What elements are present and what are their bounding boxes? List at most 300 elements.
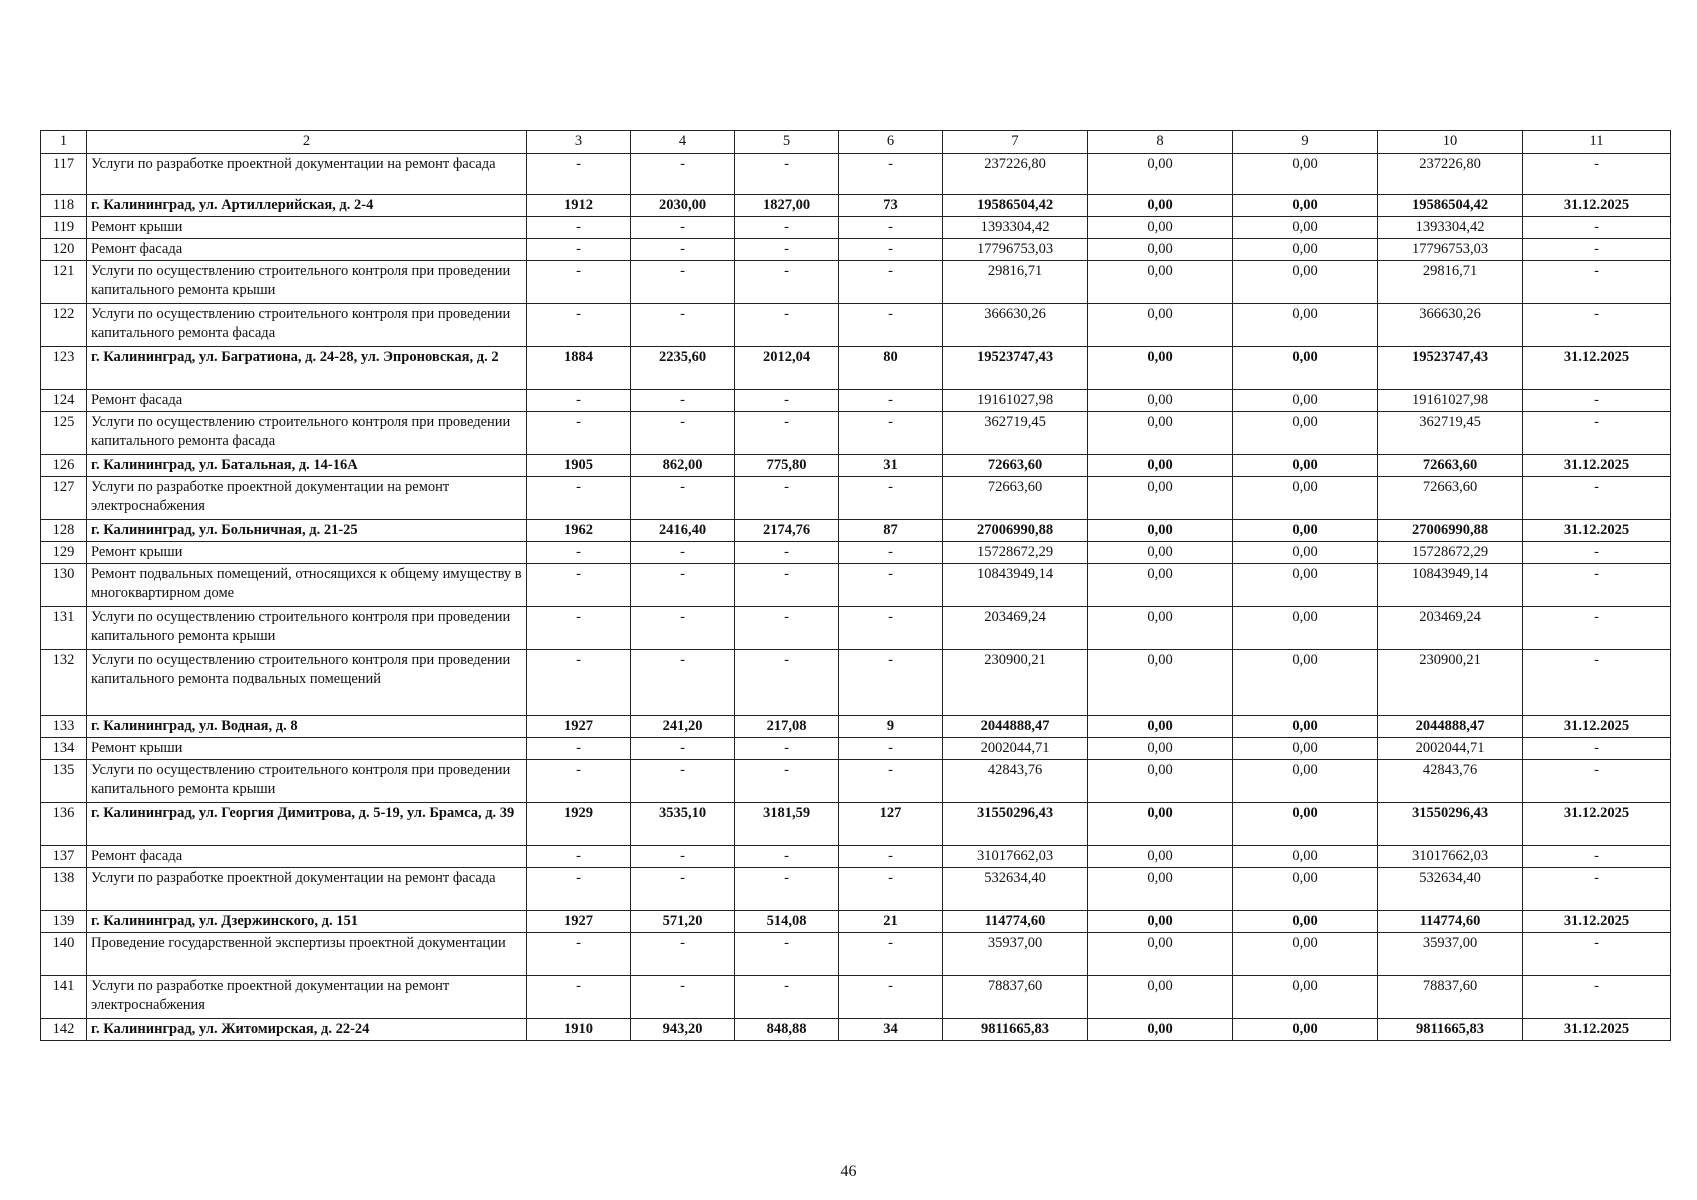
row-number-cell: 129 [41,542,87,564]
value-cell: 0,00 [1233,477,1378,520]
value-cell: - [735,477,839,520]
row-number-cell: 134 [41,738,87,760]
value-cell: 0,00 [1233,868,1378,911]
value-cell: - [527,976,631,1019]
value-cell: 0,00 [1088,803,1233,846]
value-cell: 0,00 [1088,564,1233,607]
value-cell: 15728672,29 [1378,542,1523,564]
value-cell: 19161027,98 [1378,390,1523,412]
value-cell: 3535,10 [631,803,735,846]
value-cell: - [735,412,839,455]
header-cell: 2 [87,131,527,154]
value-cell: 72663,60 [943,455,1088,477]
value-cell: - [1523,154,1671,195]
value-cell: - [839,239,943,261]
work-item-row [41,239,1671,261]
value-cell: 0,00 [1088,455,1233,477]
description-cell: г. Калининград, ул. Багратиона, д. 24-28, ул. Эпроновская, д. 2 [87,347,527,390]
value-cell: - [631,933,735,976]
value-cell: 0,00 [1088,911,1233,933]
value-cell: 848,88 [735,1019,839,1041]
value-cell: 1927 [527,911,631,933]
value-cell: - [839,217,943,239]
value-cell: - [839,154,943,195]
value-cell: 19523747,43 [1378,347,1523,390]
value-cell: 0,00 [1233,976,1378,1019]
address-row [41,520,1671,542]
address-row [41,803,1671,846]
value-cell: - [839,738,943,760]
row-number-cell: 121 [41,261,87,304]
row-number-cell: 124 [41,390,87,412]
header-cell: 10 [1378,131,1523,154]
value-cell: - [735,868,839,911]
value-cell: 532634,40 [1378,868,1523,911]
value-cell: 0,00 [1088,846,1233,868]
capital-repair-table [40,130,1671,1041]
work-item-row [41,261,1671,304]
value-cell: 0,00 [1088,542,1233,564]
value-cell: 230900,21 [943,650,1088,716]
value-cell: - [527,846,631,868]
row-number-cell: 118 [41,195,87,217]
description-cell: г. Калининград, ул. Дзержинского, д. 151 [87,911,527,933]
value-cell: 73 [839,195,943,217]
row-number-cell: 120 [41,239,87,261]
row-number-cell: 141 [41,976,87,1019]
value-cell: 1884 [527,347,631,390]
value-cell: 31.12.2025 [1523,716,1671,738]
value-cell: - [735,564,839,607]
description-cell: Проведение государственной экспертизы проектной документации [87,933,527,976]
description-cell: г. Калининград, ул. Больничная, д. 21-25 [87,520,527,542]
value-cell: 31.12.2025 [1523,455,1671,477]
value-cell: 0,00 [1088,239,1233,261]
value-cell: - [527,650,631,716]
description-cell: г. Калининград, ул. Житомирская, д. 22-24 [87,1019,527,1041]
value-cell: 31550296,43 [943,803,1088,846]
description-cell: Ремонт фасада [87,846,527,868]
value-cell: 1962 [527,520,631,542]
description-cell: Ремонт крыши [87,738,527,760]
value-cell: - [1523,477,1671,520]
value-cell: 72663,60 [1378,477,1523,520]
value-cell: 2012,04 [735,347,839,390]
value-cell: - [631,976,735,1019]
description-cell: Ремонт фасада [87,239,527,261]
value-cell: 0,00 [1088,933,1233,976]
work-item-row [41,976,1671,1019]
value-cell: - [527,412,631,455]
value-cell: 29816,71 [1378,261,1523,304]
value-cell: 0,00 [1088,716,1233,738]
row-number-cell: 130 [41,564,87,607]
value-cell: 0,00 [1233,650,1378,716]
value-cell: 31 [839,455,943,477]
value-cell: 0,00 [1233,738,1378,760]
value-cell: 366630,26 [943,304,1088,347]
value-cell: 1929 [527,803,631,846]
row-number-cell: 128 [41,520,87,542]
value-cell: 15728672,29 [943,542,1088,564]
value-cell: 237226,80 [1378,154,1523,195]
description-cell: Услуги по осуществлению строительного контроля при проведении капитального ремонта крыши [87,607,527,650]
description-cell: Услуги по осуществлению строительного контроля при проведении капитального ремонта крыши [87,261,527,304]
value-cell: - [839,304,943,347]
value-cell: 0,00 [1088,607,1233,650]
value-cell: - [735,607,839,650]
value-cell: 0,00 [1233,760,1378,803]
description-cell: Услуги по разработке проектной документации на ремонт фасада [87,154,527,195]
value-cell: - [527,239,631,261]
value-cell: - [839,412,943,455]
value-cell: 0,00 [1233,261,1378,304]
value-cell: - [735,846,839,868]
work-item-row [41,564,1671,607]
value-cell: - [1523,304,1671,347]
value-cell: - [527,477,631,520]
value-cell: - [1523,412,1671,455]
value-cell: 0,00 [1233,304,1378,347]
value-cell: 2030,00 [631,195,735,217]
value-cell: - [631,477,735,520]
value-cell: 27006990,88 [1378,520,1523,542]
value-cell: 1927 [527,716,631,738]
value-cell: - [1523,542,1671,564]
description-cell: г. Калининград, ул. Георгия Димитрова, д. 5-19, ул. Брамса, д. 39 [87,803,527,846]
value-cell: 775,80 [735,455,839,477]
row-number-cell: 139 [41,911,87,933]
page-number: 46 [840,1163,857,1180]
value-cell: 9811665,83 [943,1019,1088,1041]
description-cell: Услуги по разработке проектной документации на ремонт электроснабжения [87,477,527,520]
value-cell: 203469,24 [943,607,1088,650]
work-item-row [41,846,1671,868]
value-cell: - [735,933,839,976]
value-cell: 0,00 [1233,390,1378,412]
work-item-row [41,390,1671,412]
value-cell: - [735,261,839,304]
value-cell: - [735,239,839,261]
value-cell: 35937,00 [1378,933,1523,976]
value-cell: - [527,564,631,607]
description-cell: Ремонт крыши [87,217,527,239]
value-cell: 0,00 [1088,195,1233,217]
work-item-row [41,868,1671,911]
value-cell: 80 [839,347,943,390]
value-cell: 21 [839,911,943,933]
value-cell: 42843,76 [943,760,1088,803]
value-cell: - [1523,976,1671,1019]
value-cell: - [631,760,735,803]
value-cell: 0,00 [1088,217,1233,239]
description-cell: г. Калининград, ул. Артиллерийская, д. 2-4 [87,195,527,217]
value-cell: - [527,154,631,195]
value-cell: 87 [839,520,943,542]
row-number-cell: 137 [41,846,87,868]
header-cell: 6 [839,131,943,154]
value-cell: 0,00 [1233,520,1378,542]
value-cell: 0,00 [1088,261,1233,304]
value-cell: 31017662,03 [943,846,1088,868]
description-cell: Ремонт подвальных помещений, относящихся к общему имуществу в многоквартирном доме [87,564,527,607]
value-cell: - [631,239,735,261]
value-cell: 17796753,03 [943,239,1088,261]
description-cell: Ремонт крыши [87,542,527,564]
value-cell: 9 [839,716,943,738]
value-cell: - [631,412,735,455]
header-cell: 5 [735,131,839,154]
value-cell: - [1523,738,1671,760]
value-cell: - [631,261,735,304]
value-cell: 0,00 [1088,738,1233,760]
value-cell: - [735,217,839,239]
value-cell: 0,00 [1233,911,1378,933]
value-cell: - [527,738,631,760]
value-cell: - [839,976,943,1019]
value-cell: - [839,390,943,412]
address-row [41,455,1671,477]
description-cell: г. Калининград, ул. Водная, д. 8 [87,716,527,738]
value-cell: 78837,60 [1378,976,1523,1019]
description-cell: Услуги по осуществлению строительного контроля при проведении капитального ремонта фасада [87,304,527,347]
work-item-row [41,760,1671,803]
value-cell: 17796753,03 [1378,239,1523,261]
row-number-cell: 125 [41,412,87,455]
description-cell: Услуги по разработке проектной документации на ремонт электроснабжения [87,976,527,1019]
value-cell: 2044888,47 [1378,716,1523,738]
value-cell: - [1523,933,1671,976]
value-cell: - [631,564,735,607]
value-cell: 10843949,14 [943,564,1088,607]
value-cell: - [839,542,943,564]
description-cell: Ремонт фасада [87,390,527,412]
value-cell: 29816,71 [943,261,1088,304]
value-cell: 34 [839,1019,943,1041]
description-cell: Услуги по осуществлению строительного контроля при проведении капитального ремонта фасада [87,412,527,455]
value-cell: 862,00 [631,455,735,477]
value-cell: - [839,607,943,650]
value-cell: 0,00 [1233,564,1378,607]
work-item-row [41,542,1671,564]
value-cell: 35937,00 [943,933,1088,976]
value-cell: - [527,542,631,564]
work-item-row [41,304,1671,347]
column-number-row [41,131,1671,154]
row-number-cell: 123 [41,347,87,390]
value-cell: 2174,76 [735,520,839,542]
value-cell: - [631,304,735,347]
value-cell: 0,00 [1233,195,1378,217]
value-cell: - [527,933,631,976]
value-cell: 943,20 [631,1019,735,1041]
value-cell: 0,00 [1088,412,1233,455]
value-cell: 127 [839,803,943,846]
value-cell: 10843949,14 [1378,564,1523,607]
value-cell: 0,00 [1088,1019,1233,1041]
value-cell: 31.12.2025 [1523,195,1671,217]
value-cell: 2044888,47 [943,716,1088,738]
value-cell: 0,00 [1088,868,1233,911]
value-cell: 0,00 [1088,477,1233,520]
address-row [41,716,1671,738]
work-item-row [41,933,1671,976]
value-cell: - [631,868,735,911]
document-sheet [40,130,1670,1041]
value-cell: 19586504,42 [943,195,1088,217]
row-number-cell: 133 [41,716,87,738]
value-cell: 72663,60 [1378,455,1523,477]
value-cell: - [631,846,735,868]
value-cell: - [1523,390,1671,412]
value-cell: 19161027,98 [943,390,1088,412]
value-cell: - [735,390,839,412]
value-cell: 31.12.2025 [1523,347,1671,390]
value-cell: 0,00 [1233,846,1378,868]
value-cell: - [527,868,631,911]
value-cell: - [839,564,943,607]
value-cell: - [631,217,735,239]
value-cell: 2002044,71 [943,738,1088,760]
work-item-row [41,650,1671,716]
value-cell: - [735,760,839,803]
row-number-cell: 119 [41,217,87,239]
description-cell: Услуги по осуществлению строительного контроля при проведении капитального ремонта подвальных помещений [87,650,527,716]
value-cell: 0,00 [1088,976,1233,1019]
value-cell: 0,00 [1233,716,1378,738]
value-cell: 532634,40 [943,868,1088,911]
value-cell: - [735,154,839,195]
value-cell: 1905 [527,455,631,477]
value-cell: - [839,477,943,520]
value-cell: 0,00 [1233,607,1378,650]
value-cell: 0,00 [1233,154,1378,195]
value-cell: 2235,60 [631,347,735,390]
value-cell: - [631,607,735,650]
value-cell: 571,20 [631,911,735,933]
value-cell: 0,00 [1233,455,1378,477]
value-cell: - [527,390,631,412]
value-cell: 114774,60 [943,911,1088,933]
value-cell: 0,00 [1233,542,1378,564]
value-cell: 362719,45 [943,412,1088,455]
row-number-cell: 142 [41,1019,87,1041]
value-cell: - [527,304,631,347]
value-cell: - [839,760,943,803]
value-cell: 0,00 [1088,760,1233,803]
value-cell: 362719,45 [1378,412,1523,455]
value-cell: 0,00 [1233,217,1378,239]
value-cell: 0,00 [1233,412,1378,455]
value-cell: - [735,542,839,564]
value-cell: 241,20 [631,716,735,738]
value-cell: - [1523,846,1671,868]
value-cell: - [1523,760,1671,803]
value-cell: 9811665,83 [1378,1019,1523,1041]
value-cell: 0,00 [1233,239,1378,261]
header-cell: 1 [41,131,87,154]
value-cell: 203469,24 [1378,607,1523,650]
value-cell: 0,00 [1233,1019,1378,1041]
address-row [41,1019,1671,1041]
header-cell: 9 [1233,131,1378,154]
value-cell: 27006990,88 [943,520,1088,542]
value-cell: 0,00 [1233,933,1378,976]
value-cell: - [735,650,839,716]
value-cell: 1912 [527,195,631,217]
value-cell: 0,00 [1088,390,1233,412]
value-cell: 0,00 [1233,803,1378,846]
work-item-row [41,412,1671,455]
header-cell: 3 [527,131,631,154]
value-cell: - [527,217,631,239]
value-cell: 114774,60 [1378,911,1523,933]
value-cell: - [1523,868,1671,911]
value-cell: - [1523,607,1671,650]
work-item-row [41,217,1671,239]
value-cell: - [1523,261,1671,304]
value-cell: - [1523,239,1671,261]
header-cell: 4 [631,131,735,154]
row-number-cell: 127 [41,477,87,520]
value-cell: 0,00 [1088,347,1233,390]
value-cell: - [839,650,943,716]
work-item-row [41,477,1671,520]
value-cell: 1827,00 [735,195,839,217]
value-cell: 0,00 [1233,347,1378,390]
value-cell: 42843,76 [1378,760,1523,803]
value-cell: 0,00 [1088,154,1233,195]
value-cell: - [631,738,735,760]
value-cell: 31017662,03 [1378,846,1523,868]
value-cell: - [839,933,943,976]
row-number-cell: 132 [41,650,87,716]
value-cell: 78837,60 [943,976,1088,1019]
row-number-cell: 131 [41,607,87,650]
value-cell: 19586504,42 [1378,195,1523,217]
work-item-row [41,607,1671,650]
value-cell: - [839,846,943,868]
value-cell: 31.12.2025 [1523,1019,1671,1041]
value-cell: - [839,868,943,911]
value-cell: 1393304,42 [943,217,1088,239]
value-cell: - [839,261,943,304]
header-cell: 11 [1523,131,1671,154]
value-cell: 31.12.2025 [1523,520,1671,542]
value-cell: 0,00 [1088,650,1233,716]
row-number-cell: 140 [41,933,87,976]
value-cell: 72663,60 [943,477,1088,520]
value-cell: - [1523,217,1671,239]
value-cell: 514,08 [735,911,839,933]
value-cell: 2416,40 [631,520,735,542]
value-cell: - [631,154,735,195]
value-cell: - [735,738,839,760]
value-cell: 1393304,42 [1378,217,1523,239]
header-cell: 7 [943,131,1088,154]
value-cell: - [527,760,631,803]
value-cell: 366630,26 [1378,304,1523,347]
address-row [41,195,1671,217]
address-row [41,347,1671,390]
row-number-cell: 138 [41,868,87,911]
value-cell: 0,00 [1088,304,1233,347]
value-cell: - [1523,650,1671,716]
row-number-cell: 117 [41,154,87,195]
value-cell: - [631,390,735,412]
value-cell: 31550296,43 [1378,803,1523,846]
value-cell: - [735,976,839,1019]
